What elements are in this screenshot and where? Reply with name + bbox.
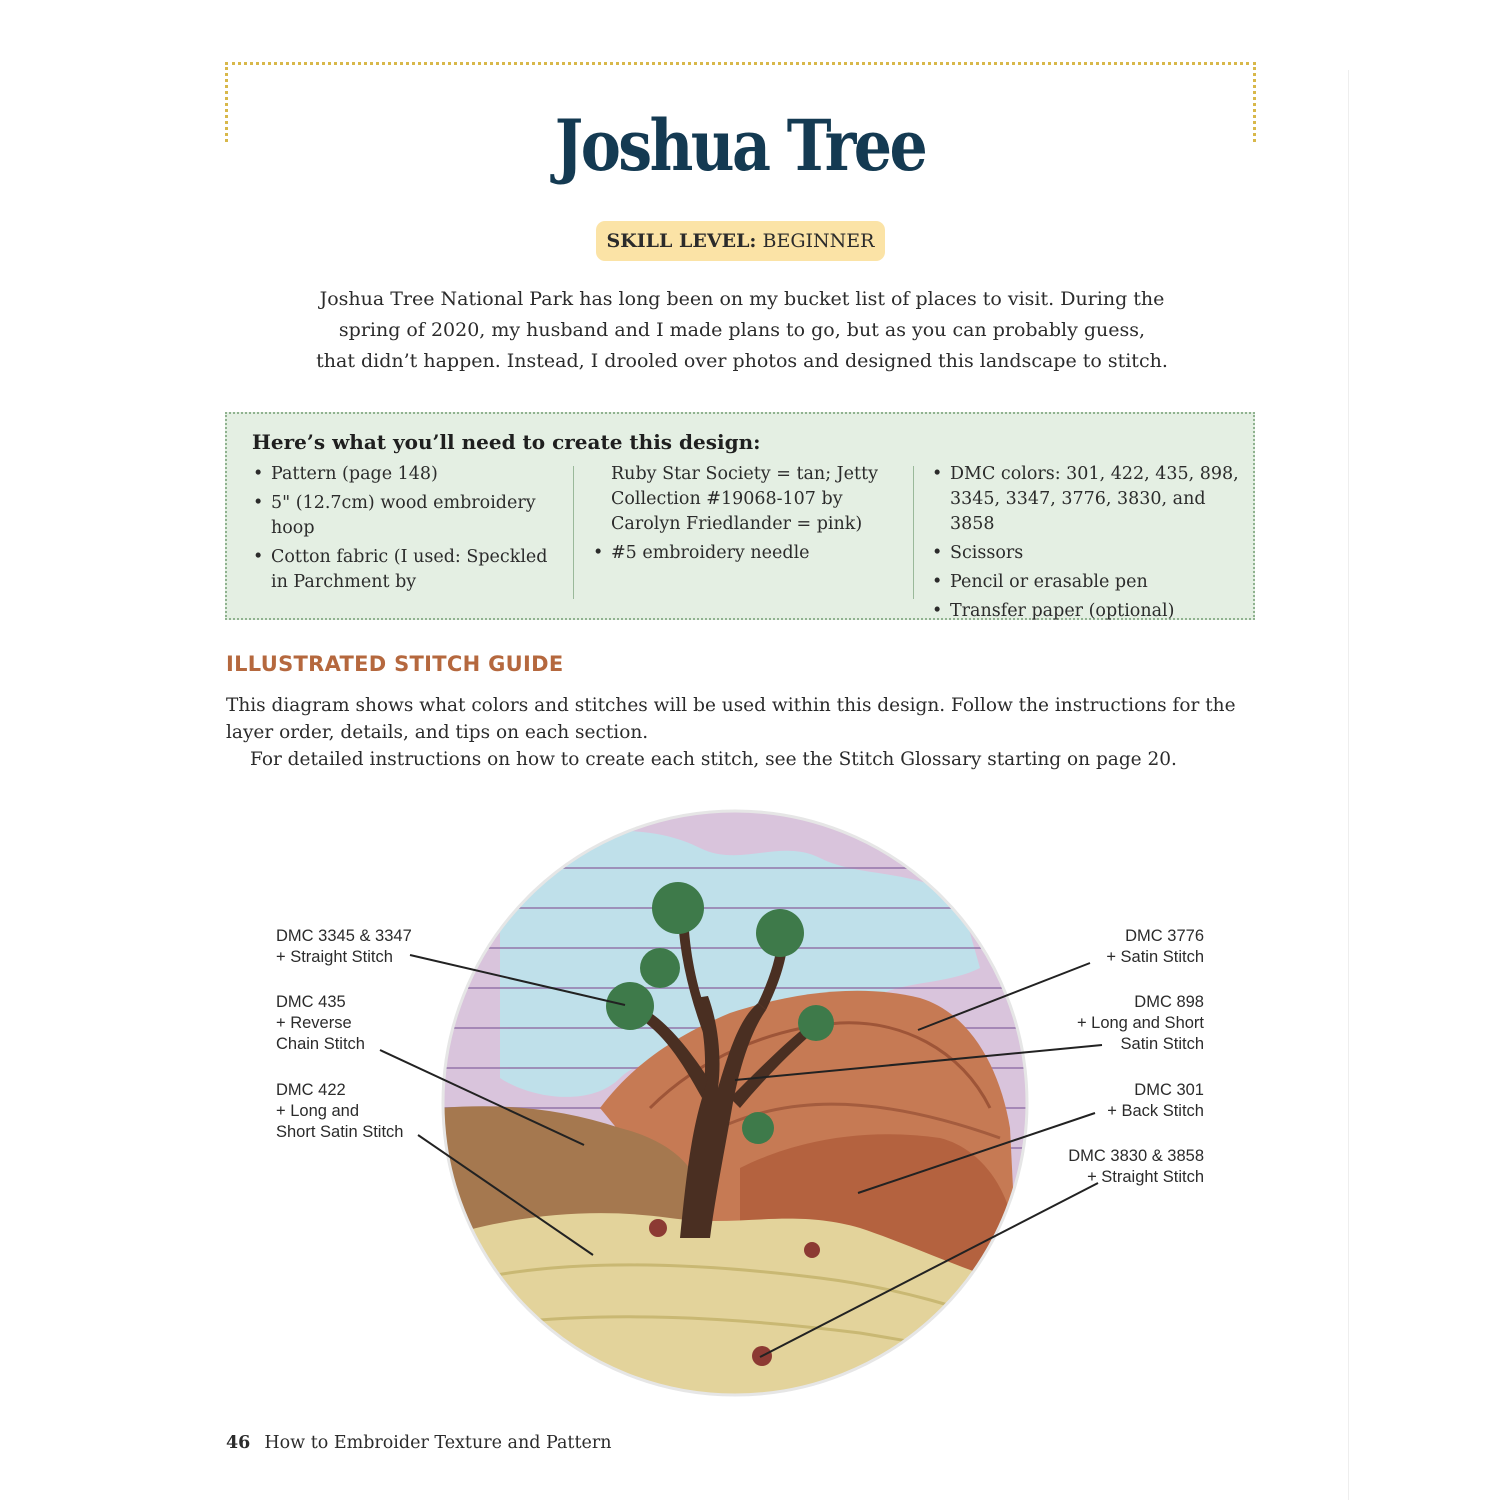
stitch-label-line: + Long and Short bbox=[1076, 1014, 1204, 1032]
stitch-label-line: DMC 3776 bbox=[1125, 927, 1204, 945]
stitch-label-line: + Straight Stitch bbox=[276, 948, 393, 966]
intro-line: spring of 2020, my husband and I made plans to go, but as you can probably guess, bbox=[338, 319, 1146, 341]
materials-item: • #5 embroidery needle bbox=[593, 541, 893, 566]
stitch-label-line: + Reverse bbox=[276, 1014, 352, 1032]
stitch-label-line: DMC 422 bbox=[276, 1081, 346, 1099]
stitch-guide-text bbox=[226, 692, 1236, 773]
stitch-label-right bbox=[1004, 992, 1204, 1055]
stitch-label-line: + Satin Stitch bbox=[1106, 948, 1204, 966]
page-edge-rule bbox=[1348, 70, 1349, 1500]
materials-column-1 bbox=[253, 462, 553, 599]
stitch-guide-paragraph: For detailed instructions on how to create each stitch, see the Stitch Glossary starting on page 20. bbox=[250, 749, 1177, 770]
embroidery-hoop-image bbox=[440, 808, 1030, 1398]
stitch-label-left bbox=[276, 1080, 403, 1143]
skill-level-badge bbox=[596, 221, 885, 261]
materials-item: Ruby Star Society = tan; Jetty Collection #19068-107 by Carolyn Friedlander = pink) bbox=[611, 464, 878, 534]
stitch-label-left bbox=[276, 992, 365, 1055]
stitch-label-line: + Back Stitch bbox=[1107, 1102, 1204, 1120]
materials-heading: Here’s what you’ll need to create this design: bbox=[252, 430, 761, 454]
materials-box bbox=[225, 412, 1255, 620]
stitch-guide-paragraph: This diagram shows what colors and stitches will be used within this design. Follow the instructions for the layer order, details, and tips on each section. bbox=[226, 695, 1236, 743]
materials-column-3 bbox=[932, 462, 1242, 628]
stitch-label-line: + Straight Stitch bbox=[1087, 1168, 1204, 1186]
skill-level-label: SKILL LEVEL: bbox=[606, 230, 757, 252]
page-number: 46 bbox=[226, 1433, 251, 1453]
column-divider bbox=[573, 466, 574, 599]
stitch-label-right bbox=[1004, 1080, 1204, 1122]
stitch-label-line: Short Satin Stitch bbox=[276, 1123, 404, 1141]
stitch-label-left bbox=[276, 926, 412, 968]
page-title: Joshua Tree bbox=[554, 104, 926, 187]
stitch-guide-heading: ILLUSTRATED STITCH GUIDE bbox=[226, 652, 564, 676]
page-footer bbox=[226, 1433, 611, 1453]
materials-item: • Scissors bbox=[932, 541, 1242, 566]
materials-item: • DMC colors: 301, 422, 435, 898, 3345, 3347, 3776, 3830, and 3858 bbox=[932, 462, 1242, 537]
materials-column-2 bbox=[593, 462, 893, 570]
materials-item: • Cotton fabric (I used: Speckled in Parchment by bbox=[253, 545, 553, 595]
stitch-label-line: Satin Stitch bbox=[1120, 1035, 1204, 1053]
stitch-label-line: + Long and bbox=[276, 1102, 360, 1120]
book-title: How to Embroider Texture and Pattern bbox=[264, 1433, 612, 1453]
stitch-label-right bbox=[1004, 926, 1204, 968]
stitch-label-line: Chain Stitch bbox=[276, 1035, 365, 1053]
skill-level-value: BEGINNER bbox=[762, 230, 875, 252]
stitch-label-line: DMC 435 bbox=[276, 993, 346, 1011]
intro-line: Joshua Tree National Park has long been on my bucket list of places to visit. During the bbox=[319, 288, 1165, 310]
materials-item: • Transfer paper (optional) bbox=[932, 599, 1242, 624]
intro-line: that didn’t happen. Instead, I drooled over photos and designed this landscape to stitch. bbox=[316, 350, 1168, 372]
materials-item: • 5" (12.7cm) wood embroidery hoop bbox=[253, 491, 553, 541]
stitch-label-line: DMC 301 bbox=[1134, 1081, 1204, 1099]
stitch-label-line: DMC 3830 & 3858 bbox=[1068, 1147, 1204, 1165]
column-divider bbox=[913, 466, 914, 599]
stitch-label-line: DMC 898 bbox=[1134, 993, 1204, 1011]
materials-item: • Pattern (page 148) bbox=[253, 462, 553, 487]
stitch-label-line: DMC 3345 & 3347 bbox=[276, 927, 412, 945]
materials-item: • Pencil or erasable pen bbox=[932, 570, 1242, 595]
intro-paragraph bbox=[290, 284, 1194, 377]
stitch-label-right bbox=[1004, 1146, 1204, 1188]
